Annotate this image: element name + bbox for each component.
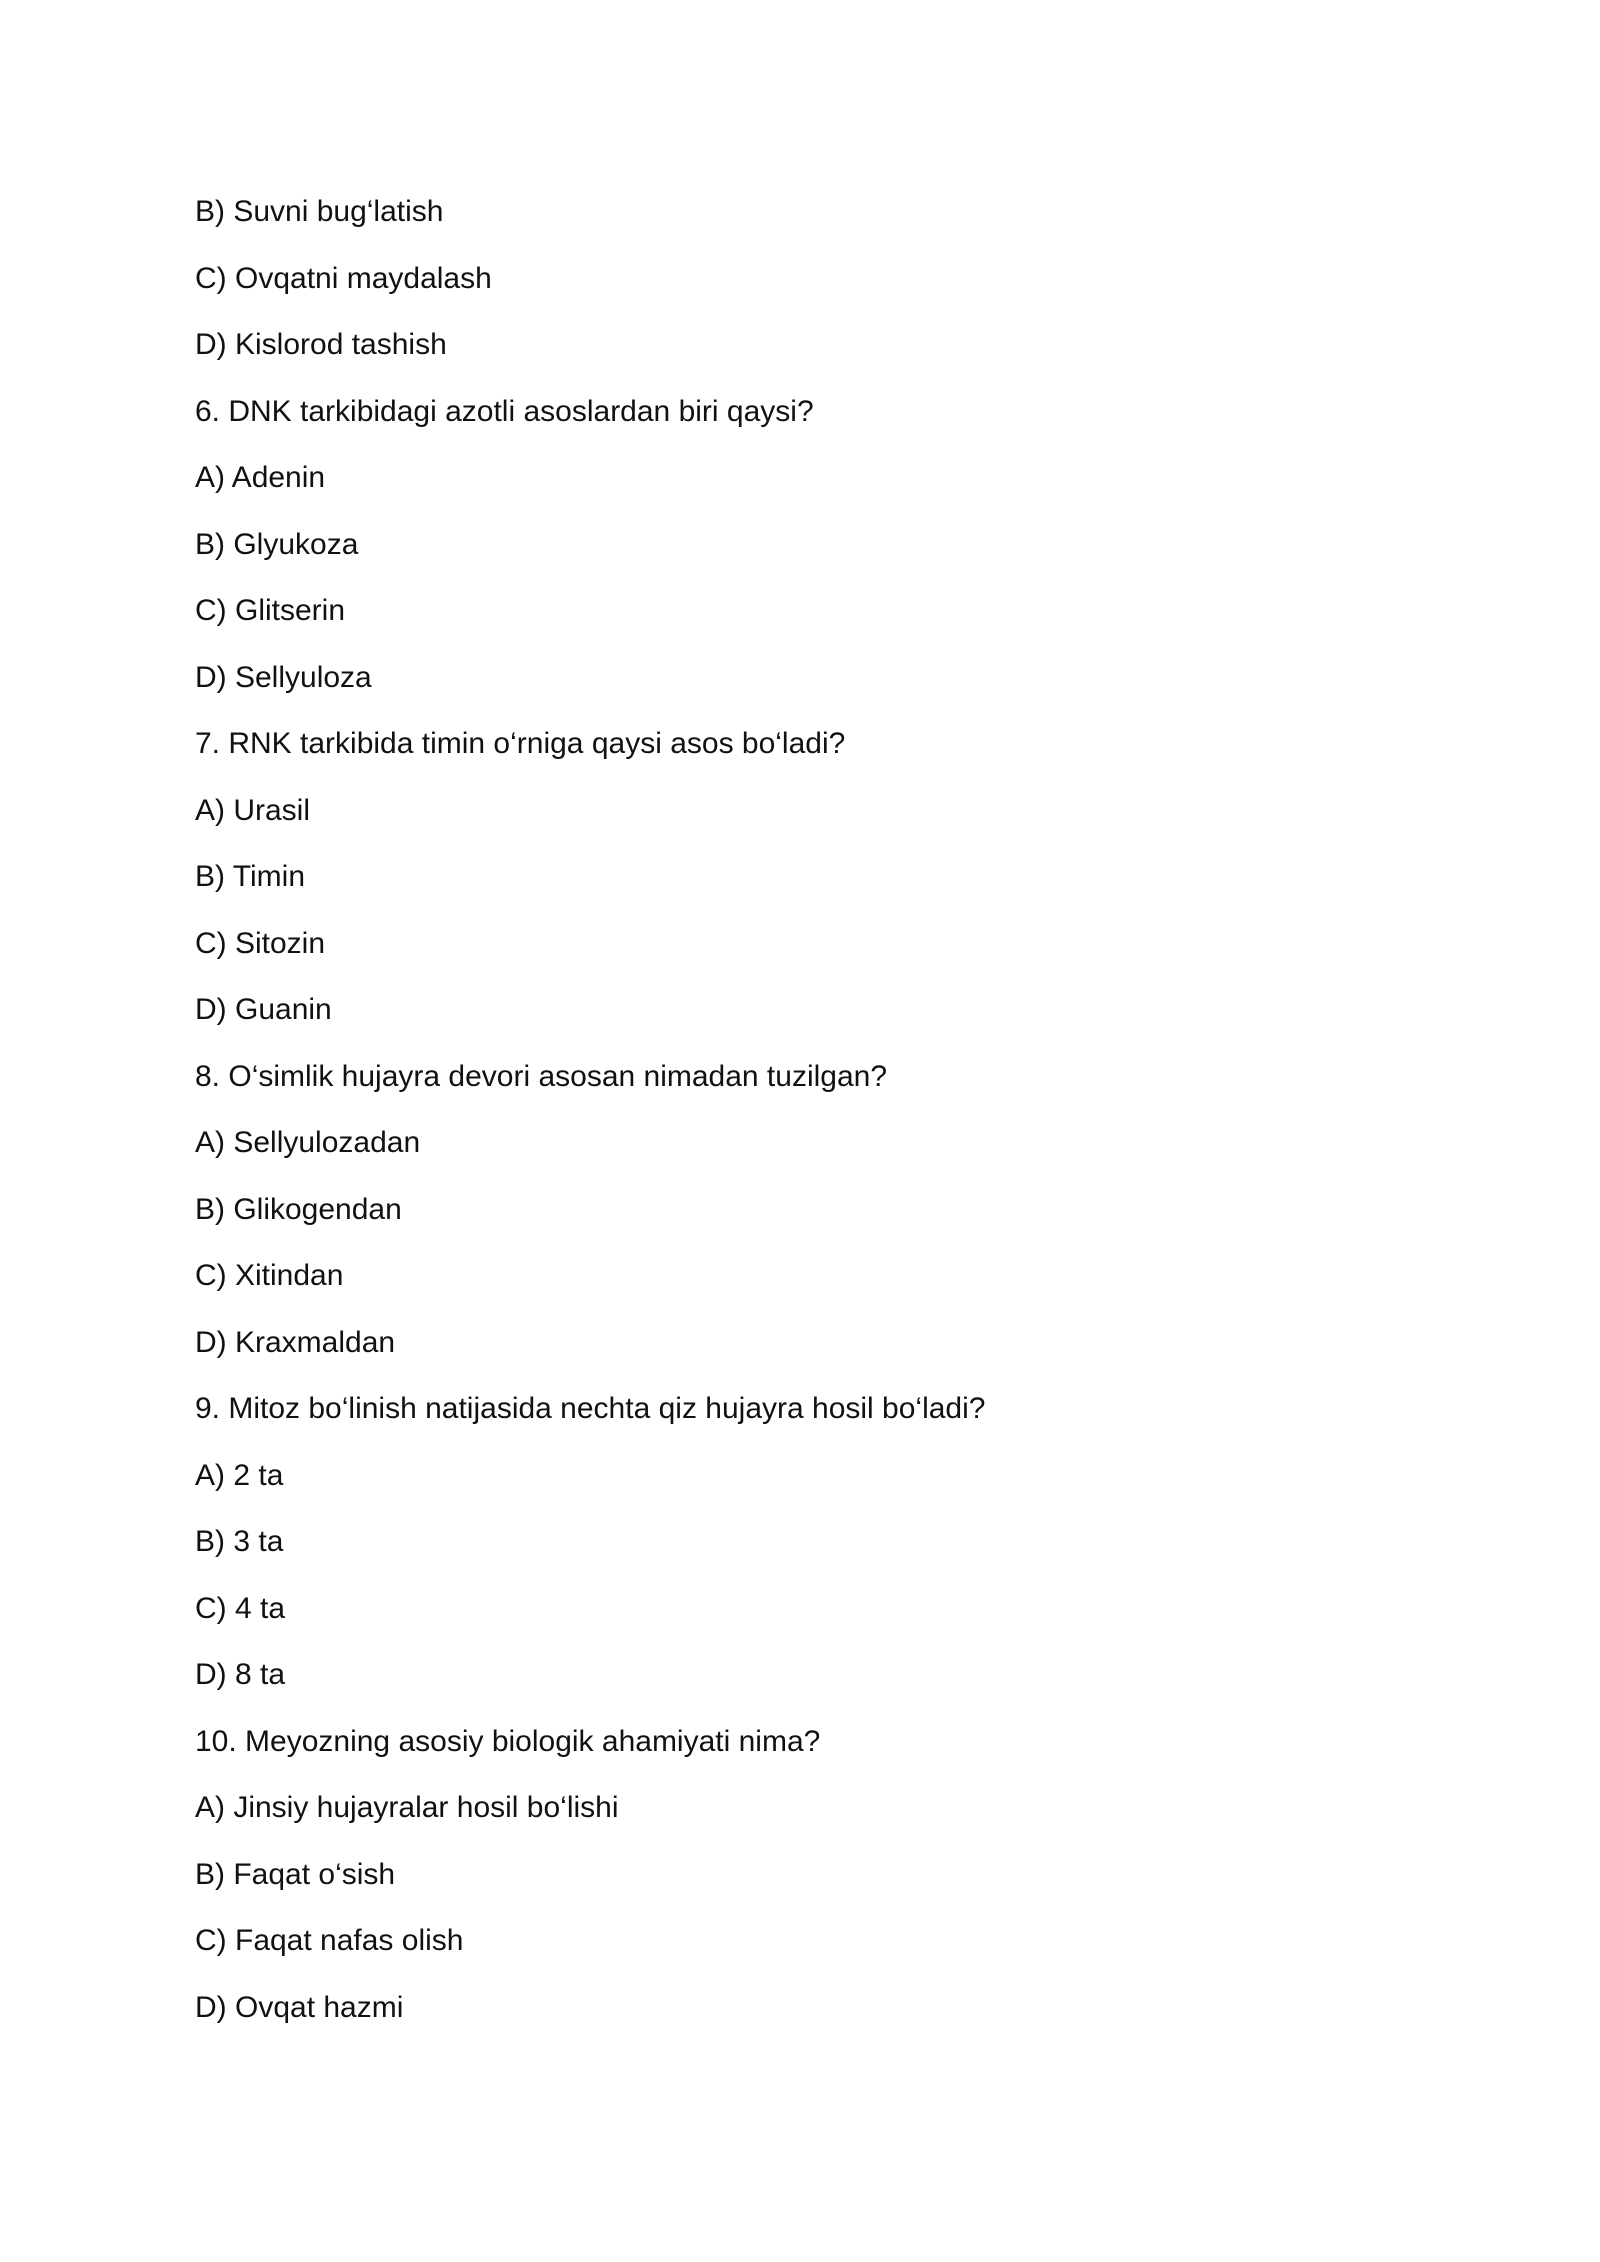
answer-option: B) Suvni bug‘latish xyxy=(195,195,444,228)
answer-option: D) Kraxmaldan xyxy=(195,1325,396,1359)
question-text: 8. O‘simlik hujayra devori asosan nimadan tuzilgan? xyxy=(195,1059,888,1093)
answer-option: A) 2 ta xyxy=(195,1458,284,1492)
answer-option: A) Jinsiy hujayralar hosil bo‘lishi xyxy=(195,1791,619,1824)
answer-option: D) Sellyuloza xyxy=(195,660,372,694)
answer-option: C) 4 ta xyxy=(195,1591,286,1625)
answer-option: B) Glyukoza xyxy=(195,527,359,561)
answer-option: B) Timin xyxy=(195,860,306,893)
answer-option: A) Adenin xyxy=(195,461,326,494)
answer-option: C) Sitozin xyxy=(195,926,326,960)
answer-option: C) Xitindan xyxy=(195,1259,344,1292)
answer-option: A) Sellyulozadan xyxy=(195,1126,421,1159)
answer-option: B) Faqat o‘sish xyxy=(195,1857,396,1891)
answer-option: A) Urasil xyxy=(195,793,311,827)
answer-option: C) Ovqatni maydalash xyxy=(195,261,492,295)
answer-option: D) Kislorod tashish xyxy=(195,328,447,361)
answer-option: D) Ovqat hazmi xyxy=(195,1990,404,2024)
answer-option: C) Glitserin xyxy=(195,594,346,627)
answer-option: B) 3 ta xyxy=(195,1525,284,1558)
question-text: 6. DNK tarkibidagi azotli asoslardan biri qaysi? xyxy=(195,394,814,428)
answer-option: D) Guanin xyxy=(195,993,332,1026)
question-text: 10. Meyozning asosiy biologik ahamiyati nima? xyxy=(195,1724,821,1758)
quiz-text xyxy=(195,184,1455,2046)
answer-option: C) Faqat nafas olish xyxy=(195,1924,464,1957)
question-text: 7. RNK tarkibida timin o‘rniga qaysi asos bo‘ladi? xyxy=(195,727,846,760)
answer-option: B) Glikogendan xyxy=(195,1192,402,1226)
question-text: 9. Mitoz bo‘linish natijasida nechta qiz hujayra hosil bo‘ladi? xyxy=(195,1392,986,1425)
answer-option: D) 8 ta xyxy=(195,1658,286,1691)
